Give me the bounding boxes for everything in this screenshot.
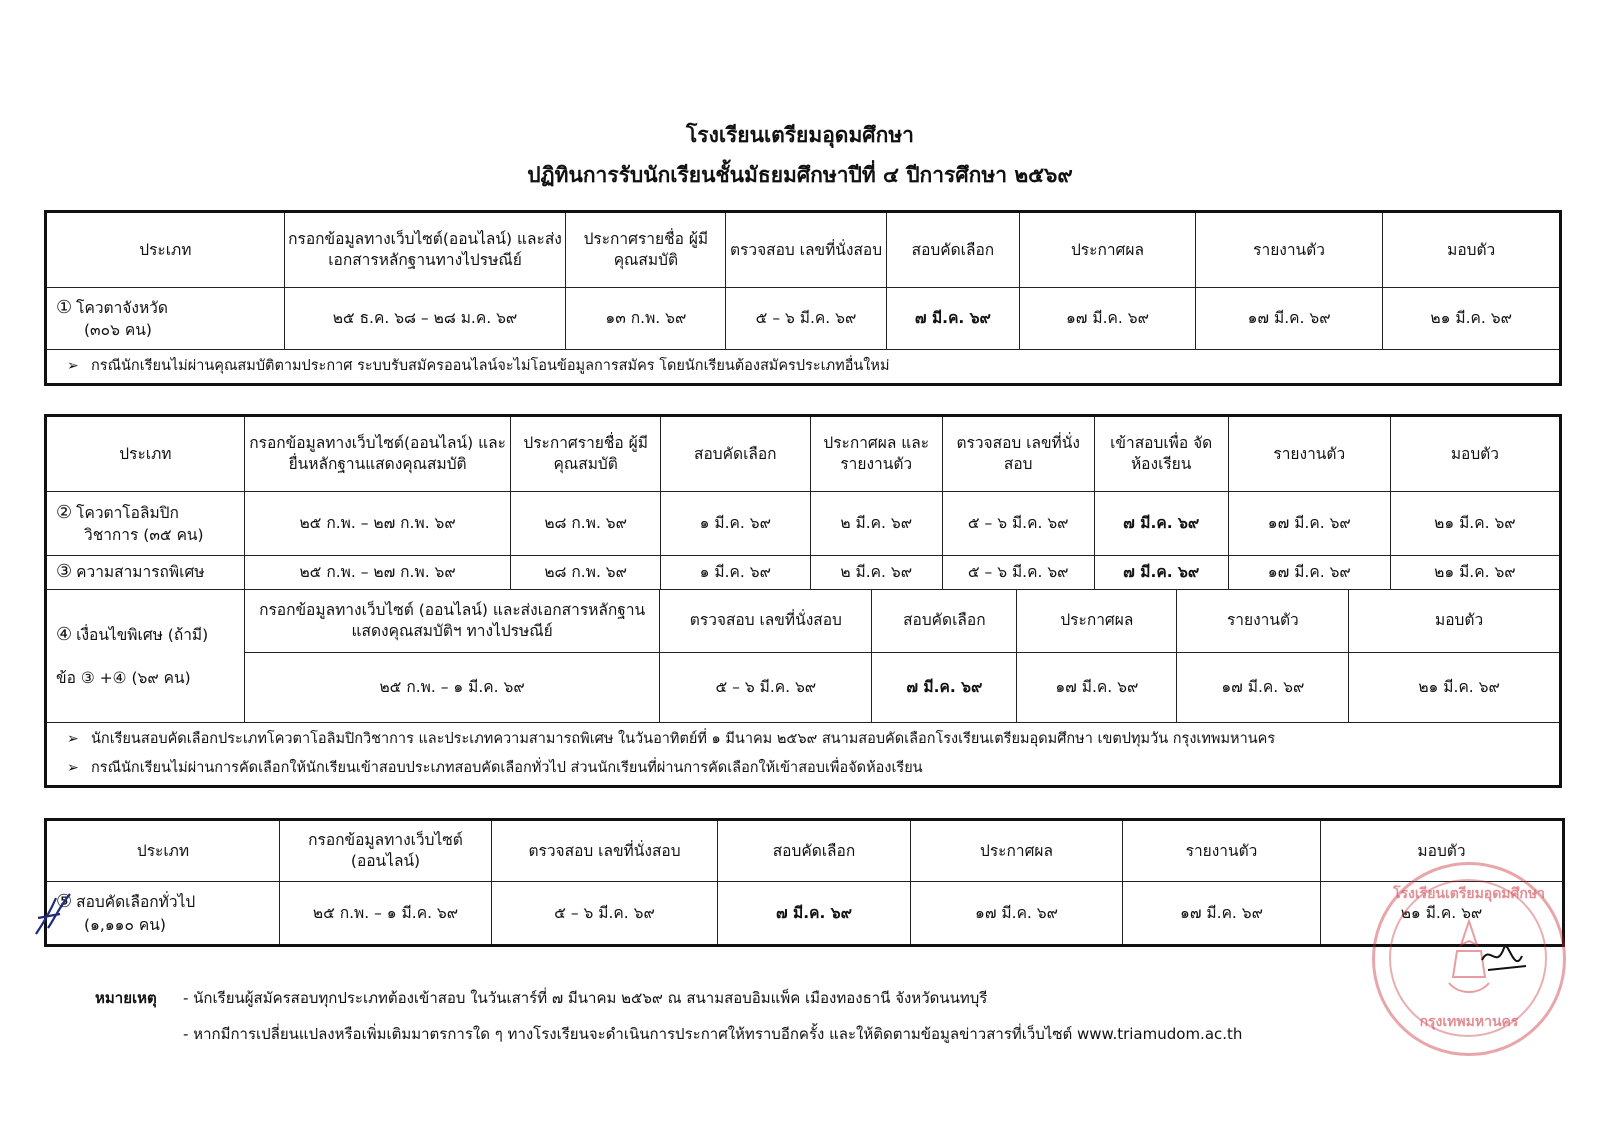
signature — [1474, 930, 1534, 980]
date-report: ๑๗ มี.ค. ๖๙ — [1123, 882, 1321, 946]
arrow-icon: ➢ — [67, 731, 79, 747]
sub-header-report: รายงานตัว — [1177, 590, 1349, 652]
date-online-register: ๒๕ ก.พ. – ๒๗ ก.พ. ๖๙ — [244, 556, 511, 590]
date-seat-check: ๕ – ๖ มี.ค. ๖๙ — [660, 652, 872, 722]
col-header-results: ประกาศผล — [911, 820, 1123, 882]
remark-item-2: - หากมีการเปลี่ยนแปลงหรือเพิ่มเติมมาตรการใด ๆ ทางโรงเรียนจะดำเนินการประกาศให้ทราบอีกครั้ง และให้ติดตามข้อมูลข่าวสารที่เว็บไซต์ www.triamudom.ac.th — [183, 1025, 1243, 1043]
table-general-exam — [44, 818, 1565, 947]
type-label: สอบคัดเลือกทั่วไป — [76, 893, 196, 912]
date-seat-check: ๕ – ๖ มี.ค. ๖๙ — [942, 556, 1094, 590]
date-online-register: ๒๕ ธ.ค. ๖๘ – ๒๘ ม.ค. ๖๙ — [284, 288, 566, 350]
arrow-icon: ➢ — [67, 760, 79, 776]
type-count: (๓๐๖ คน) — [84, 321, 152, 340]
number-five-icon: ⑤ — [56, 891, 73, 913]
date-exam: ๑ มี.ค. ๖๙ — [660, 492, 810, 556]
calendar-subtitle: ปฏิทินการรับนักเรียนชั้นมัธยมศึกษาปีที่ ๔ ปีการศึกษา ๒๕๖๙ — [527, 163, 1073, 187]
school-title: โรงเรียนเตรียมอุดมศึกษา — [686, 123, 914, 147]
col-header-report: รายงานตัว — [1228, 416, 1390, 492]
col-header-results: ประกาศผล — [1020, 212, 1195, 288]
col-header-report: รายงานตัว — [1195, 212, 1383, 288]
handwritten-initial-mark — [30, 888, 76, 940]
date-results-report: ๒ มี.ค. ๖๙ — [810, 492, 942, 556]
seal-bottom-text: กรุงเทพมหานคร — [1419, 1014, 1519, 1030]
row-type-special-talent — [46, 556, 245, 590]
date-exam: ๗ มี.ค. ๖๙ — [718, 882, 911, 946]
col-header-online-register: กรอกข้อมูลทางเว็บไซต์(ออนไลน์) และยื่นหลักฐานแสดงคุณสมบัติ — [244, 416, 511, 492]
row-type-provincial — [46, 288, 285, 350]
type-count: ข้อ ③ +④ (๖๙ คน) — [56, 669, 191, 688]
row-type-general — [46, 882, 280, 946]
col-header-exam: สอบคัดเลือก — [660, 416, 810, 492]
date-results: ๑๗ มี.ค. ๖๙ — [1017, 652, 1177, 722]
col-header-type: ประเภท — [46, 416, 245, 492]
note-text: กรณีนักเรียนไม่ผ่านคุณสมบัติตามประกาศ ระบบรับสมัครออนไลน์จะไม่โอนข้อมูลการสมัคร โดยนักเรียนต้องสมัครประเภทอื่นใหม่ — [91, 358, 890, 374]
note-text-1: นักเรียนสอบคัดเลือกประเภทโควตาโอลิมปิกวิชาการ และประเภทความสามารถพิเศษ ในวันอาทิตย์ที่ ๑ มีนาคม ๒๕๖๙ สนามสอบคัดเลือกโรงเรียนเตรียมอุดมศึกษา เขตปทุมวัน กรุงเทพมหานคร — [91, 731, 1276, 747]
sub-header-results: ประกาศผล — [1017, 590, 1177, 652]
date-enroll: ๒๑ มี.ค. ๖๙ — [1390, 556, 1560, 590]
date-seat-check: ๕ – ๖ มี.ค. ๖๙ — [942, 492, 1094, 556]
col-header-results-report: ประกาศผล และรายงานตัว — [810, 416, 942, 492]
row-type-olympic — [46, 492, 245, 556]
col-header-enroll: มอบตัว — [1390, 416, 1560, 492]
date-results-report: ๒ มี.ค. ๖๙ — [810, 556, 942, 590]
col-header-seat-check: ตรวจสอบ เลขที่นั่งสอบ — [726, 212, 886, 288]
remark-item-1: - นักเรียนผู้สมัครสอบทุกประเภทต้องเข้าสอบ ในวันเสาร์ที่ ๗ มีนาคม ๒๕๖๙ ณ สนามสอบอิมแพ็ค เมืองทองธานี จังหวัดนนทบุรี — [183, 989, 988, 1007]
col-header-type: ประเภท — [46, 820, 280, 882]
table-row — [46, 492, 1561, 556]
remarks-label: หมายเหตุ — [95, 989, 157, 1007]
col-header-report: รายงานตัว — [1123, 820, 1321, 882]
table-row — [46, 556, 1561, 590]
date-enroll: ๒๑ มี.ค. ๖๙ — [1390, 492, 1560, 556]
date-report: ๑๗ มี.ค. ๖๙ — [1177, 652, 1349, 722]
table-row — [46, 288, 1561, 350]
type-count: (๑,๑๑๐ คน) — [84, 915, 166, 934]
col-header-seat-check: ตรวจสอบ เลขที่นั่งสอบ — [492, 820, 718, 882]
sub-header-enroll: มอบตัว — [1349, 590, 1561, 652]
table-row — [46, 882, 1564, 946]
type-label: ความสามารถพิเศษ — [76, 563, 205, 582]
table-row — [46, 590, 1561, 723]
col-header-online-register: กรอกข้อมูลทางเว็บไซต์ (ออนไลน์) — [280, 820, 492, 882]
date-online-register: ๒๕ ก.พ. – ๑ มี.ค. ๖๙ — [245, 652, 660, 722]
date-report: ๑๗ มี.ค. ๖๙ — [1228, 556, 1390, 590]
col-header-enroll: มอบตัว — [1383, 212, 1561, 288]
date-qualified-list: ๒๘ ก.พ. ๖๙ — [511, 492, 661, 556]
date-report: ๑๗ มี.ค. ๖๙ — [1228, 492, 1390, 556]
col-header-exam: สอบคัดเลือก — [886, 212, 1020, 288]
date-seat-check: ๕ – ๖ มี.ค. ๖๙ — [726, 288, 886, 350]
col-header-exam: สอบคัดเลือก — [718, 820, 911, 882]
number-two-icon: ② — [56, 501, 73, 523]
date-enroll: ๒๑ มี.ค. ๖๙ — [1418, 677, 1500, 696]
row-type-special-condition — [46, 590, 245, 723]
special-condition-subtable — [245, 590, 1561, 722]
type-label: โควตาโอลิมปิก — [76, 503, 179, 522]
type-label: โควตาจังหวัด — [76, 298, 168, 317]
table-provincial-quota — [44, 210, 1562, 386]
date-placement-exam: ๗ มี.ค. ๖๙ — [1094, 556, 1228, 590]
date-exam: ๗ มี.ค. ๖๙ — [886, 288, 1020, 350]
col-header-qualified-list: ประกาศรายชื่อ ผู้มีคุณสมบัติ — [511, 416, 661, 492]
date-qualified-list: ๒๘ ก.พ. ๖๙ — [511, 556, 661, 590]
school-seal-stamp — [1372, 862, 1566, 1056]
date-online-register: ๒๕ ก.พ. – ๒๗ ก.พ. ๖๙ — [244, 492, 511, 556]
date-placement-exam: ๗ มี.ค. ๖๙ — [1094, 492, 1228, 556]
sub-header-seat-check: ตรวจสอบ เลขที่นั่งสอบ — [660, 590, 872, 652]
date-exam: ๑ มี.ค. ๖๙ — [660, 556, 810, 590]
sub-header-online-register: กรอกข้อมูลทางเว็บไซต์ (ออนไลน์) และส่งเอกสารหลักฐานแสดงคุณสมบัติฯ ทางไปรษณีย์ — [245, 590, 660, 652]
date-report: ๑๗ มี.ค. ๖๙ — [1195, 288, 1383, 350]
date-enroll: ๒๑ มี.ค. ๖๙ — [1321, 882, 1564, 946]
col-header-enroll: มอบตัว — [1321, 820, 1564, 882]
number-one-icon: ① — [56, 296, 73, 318]
date-seat-check: ๕ – ๖ มี.ค. ๖๙ — [492, 882, 718, 946]
sub-header-exam: สอบคัดเลือก — [872, 590, 1017, 652]
arrow-icon: ➢ — [67, 358, 79, 374]
seal-top-text: โรงเรียนเตรียมอุดมศึกษา — [1393, 886, 1545, 902]
table-olympic-special — [44, 414, 1562, 788]
number-four-icon: ④ — [56, 623, 73, 645]
note-row — [46, 350, 1561, 385]
type-count: วิชาการ (๓๕ คน) — [84, 526, 204, 545]
date-results: ๑๗ มี.ค. ๖๙ — [1020, 288, 1195, 350]
col-header-online-register: กรอกข้อมูลทางเว็บไซต์(ออนไลน์) และส่งเอกสารหลักฐานทางไปรษณีย์ — [284, 212, 566, 288]
date-enroll: ๒๑ มี.ค. ๖๙ — [1383, 288, 1561, 350]
col-header-type: ประเภท — [46, 212, 285, 288]
date-results: ๑๗ มี.ค. ๖๙ — [911, 882, 1123, 946]
number-three-icon: ③ — [56, 561, 73, 583]
col-header-placement-exam: เข้าสอบเพื่อ จัดห้องเรียน — [1094, 416, 1228, 492]
col-header-seat-check: ตรวจสอบ เลขที่นั่งสอบ — [942, 416, 1094, 492]
col-header-qualified-list: ประกาศรายชื่อ ผู้มีคุณสมบัติ — [566, 212, 726, 288]
date-qualified-list: ๑๓ ก.พ. ๖๙ — [566, 288, 726, 350]
type-label: เงื่อนไขพิเศษ (ถ้ามี) — [76, 625, 209, 644]
remarks-section — [95, 980, 1242, 1052]
date-exam: ๗ มี.ค. ๖๙ — [872, 652, 1017, 722]
note-row — [46, 723, 1561, 787]
note-text-2: กรณีนักเรียนไม่ผ่านการคัดเลือกให้นักเรียนเข้าสอบประเภทสอบคัดเลือกทั่วไป ส่วนนักเรียนที่ผ่านการคัดเลือกให้เข้าสอบเพื่อจัดห้องเรียน — [91, 760, 923, 776]
date-online-register: ๒๕ ก.พ. – ๑ มี.ค. ๖๙ — [280, 882, 492, 946]
